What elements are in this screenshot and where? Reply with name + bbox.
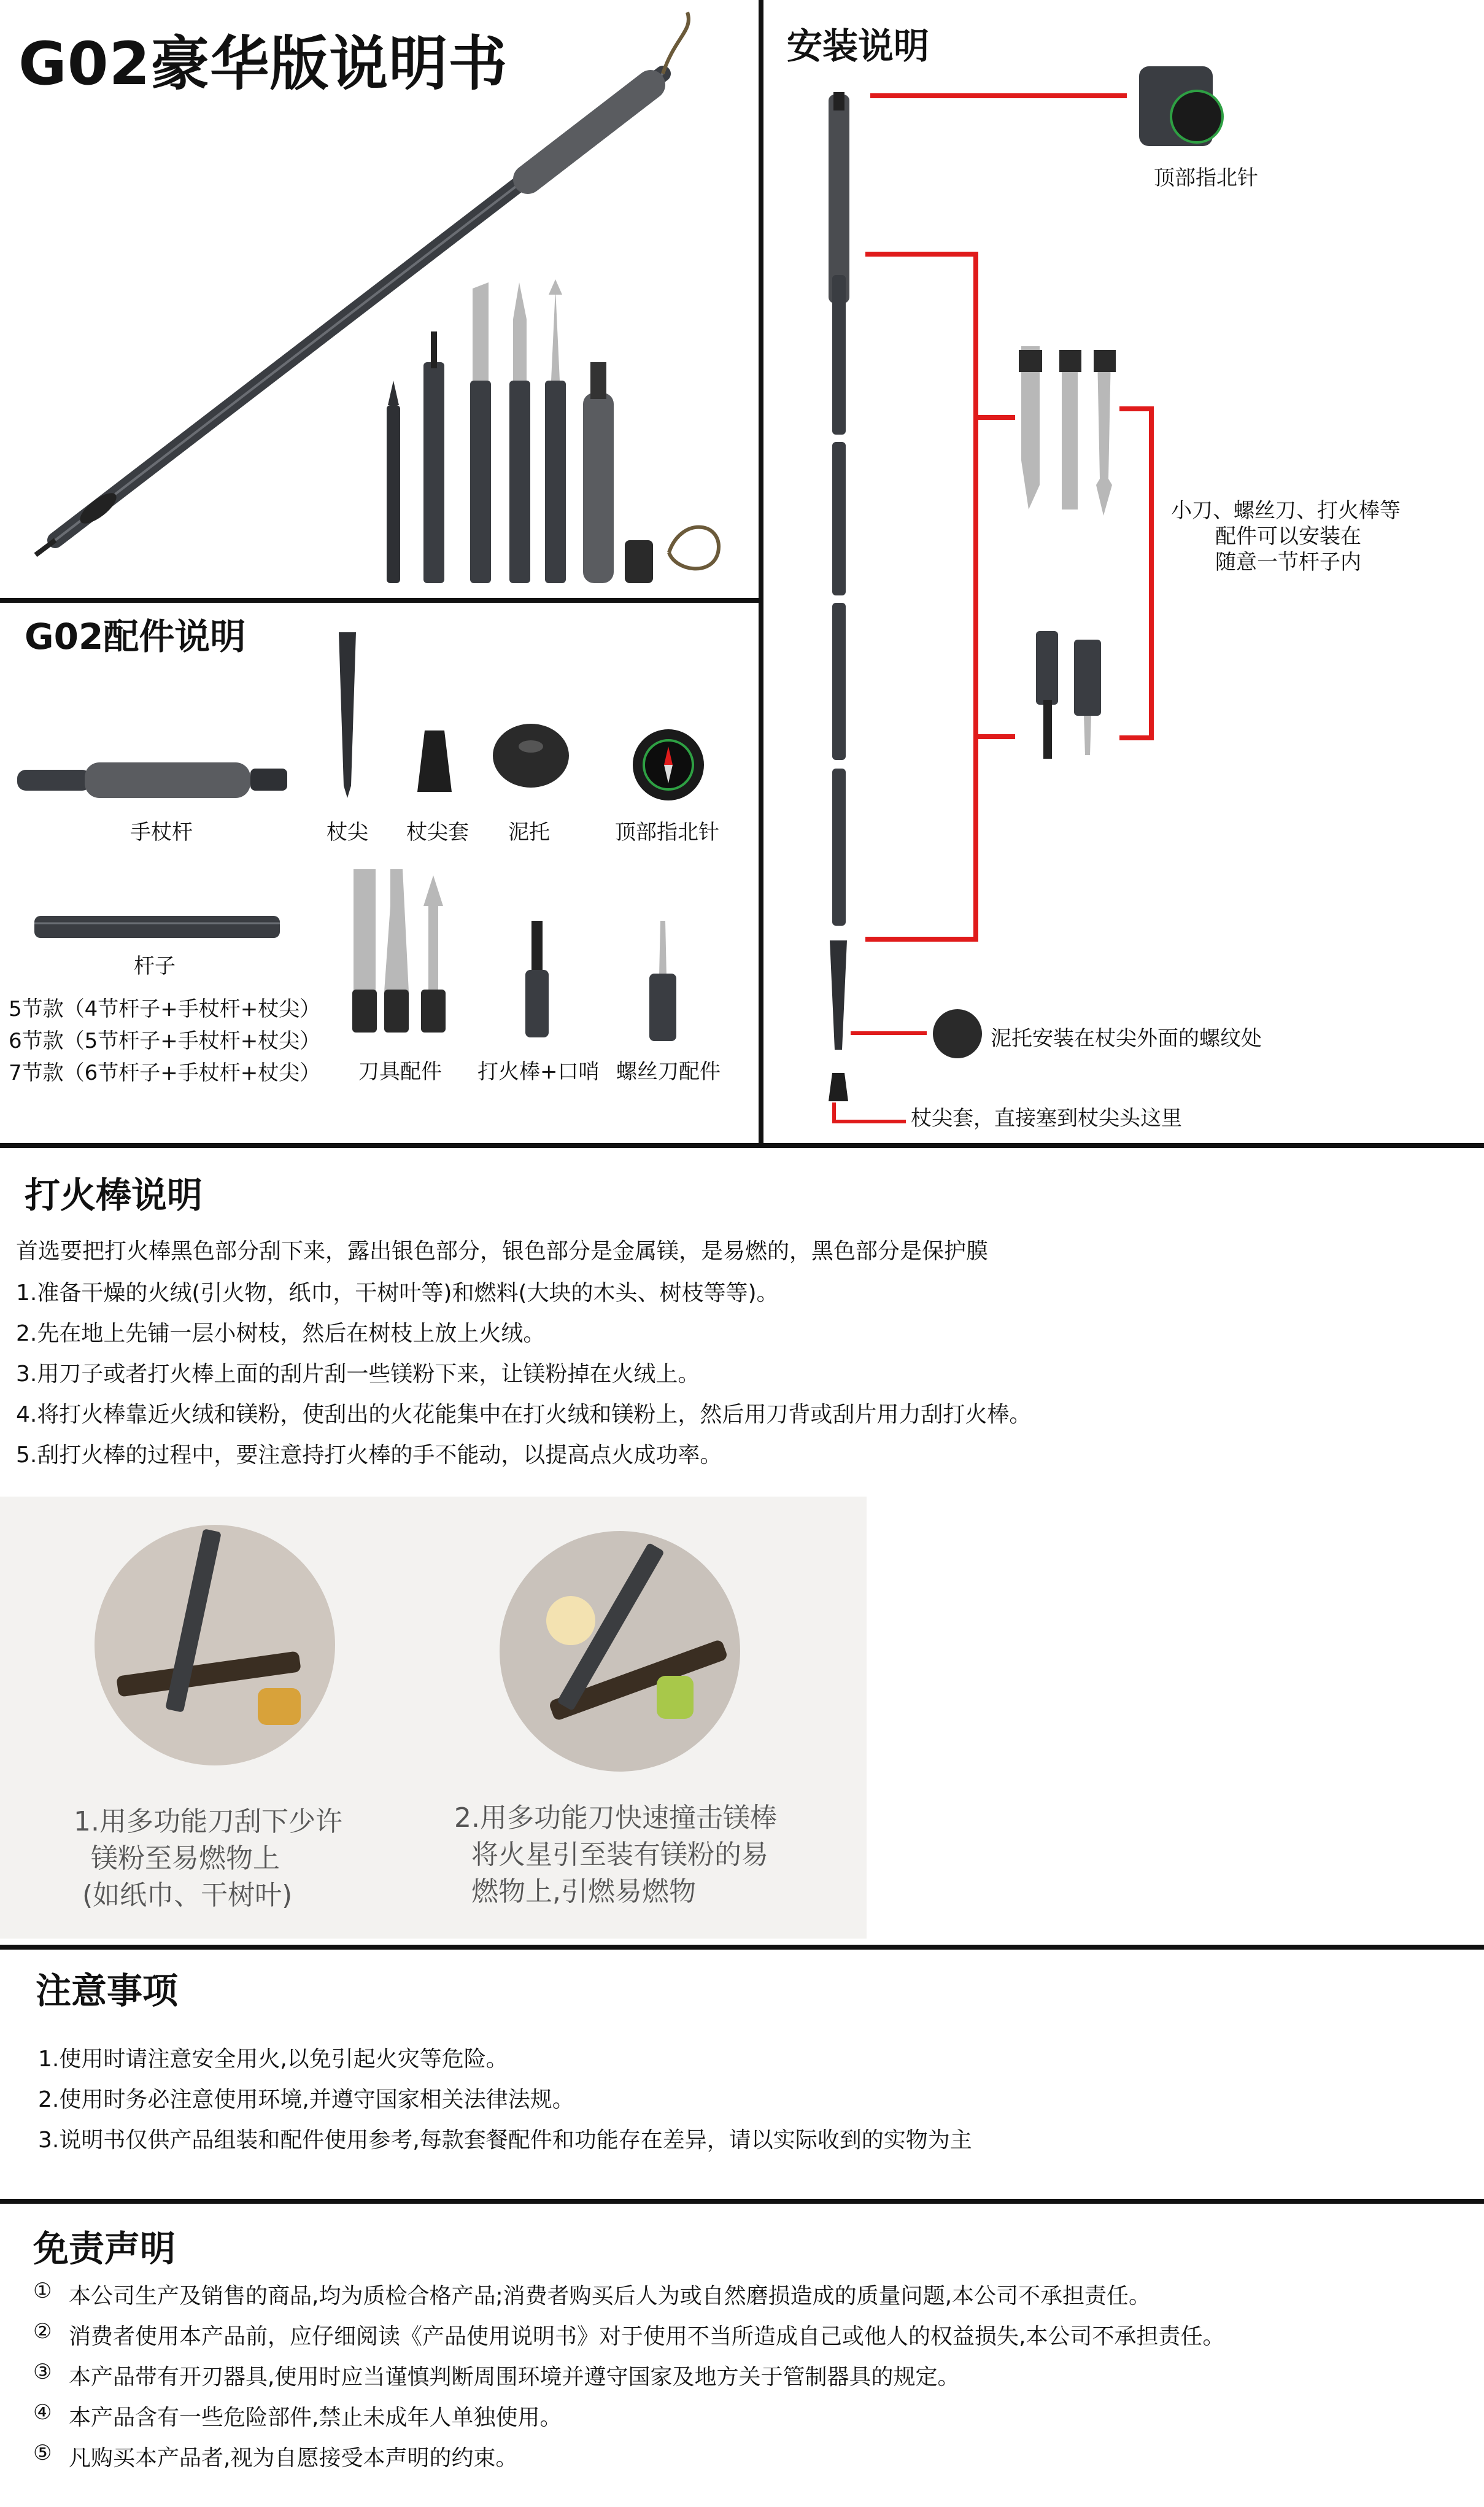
variant-7: 7节款（6节杆子+手杖杆+杖尖） xyxy=(9,1061,321,1085)
accessories-title: G02配件说明 xyxy=(25,616,246,657)
accessory-handle-image xyxy=(17,755,287,804)
connector-cover xyxy=(832,1120,906,1123)
accessory-compass-image xyxy=(628,728,708,802)
notes-line: 3.说明书仅供产品组装和配件使用参考,每款套餐配件和功能存在差异，请以实际收到的实物为主 xyxy=(38,2128,972,2153)
accessory-tip-label: 杖尖 xyxy=(327,820,368,845)
disclaimer-marker: ⑤ xyxy=(33,2441,52,2465)
install-title: 安装说明 xyxy=(787,25,930,67)
disclaimer-marker: ① xyxy=(33,2279,52,2303)
accessory-fire-whistle-label: 打火棒+口哨 xyxy=(477,1060,600,1084)
disclaimer-line: 本产品含有一些危险部件,禁止未成年人单独使用。 xyxy=(69,2405,562,2430)
fire-starter-line: 首选要把打火棒黑色部分刮下来，露出银色部分，银色部分是金属镁，是易燃的，黑色部分是保护膜 xyxy=(16,1239,989,1264)
fire-starter-line: 4.将打火棒靠近火绒和镁粉，使刮出的火花能集中在打火绒和镁粉上，然后用刀背或刮片用力刮打火棒。 xyxy=(16,1402,1032,1427)
install-cover-note: 杖尖套，直接塞到杖尖头这里 xyxy=(911,1106,1182,1131)
fire-starter-title: 打火棒说明 xyxy=(25,1174,203,1216)
install-tools-note-1: 小刀、螺丝刀、打火棒等 xyxy=(1171,498,1401,523)
accessory-screwdriver-label: 螺丝刀配件 xyxy=(616,1060,721,1084)
disclaimer-line: 本产品带有开刃器具,使用时应当谨慎判断周围环境并遵守国家及地方关于管制器具的规定。 xyxy=(69,2365,960,2390)
notes-title: 注意事项 xyxy=(36,1970,179,2012)
disclaimer-title: 免责声明 xyxy=(33,2228,176,2269)
connector-bracket-bottom xyxy=(865,937,978,942)
fire-photo-2 xyxy=(497,1529,743,1774)
product-illustration xyxy=(0,0,759,598)
notes-line: 1.使用时请注意安全用火,以免引起火灾等危险。 xyxy=(38,2047,508,2072)
install-mud-note: 泥托安装在杖尖外面的螺纹处 xyxy=(991,1026,1262,1051)
accessory-pole-image xyxy=(34,915,280,939)
fire-photo-2-caption: 2.用多功能刀快速撞击镁棒 将火星引至装有镁粉的易 燃物上,引燃易燃物 xyxy=(454,1802,777,1907)
accessory-mud-basket-image xyxy=(491,722,571,789)
install-tools-note-2: 配件可以安装在 xyxy=(1215,524,1361,549)
connector-tools-bracket-bottom xyxy=(1119,735,1154,740)
connector-bracket-top xyxy=(865,252,978,257)
install-compass-label: 顶部指北针 xyxy=(1154,166,1258,190)
frame-divider-3 xyxy=(0,2199,1484,2204)
accessory-knife-parts-label: 刀具配件 xyxy=(358,1060,442,1084)
frame-divider-top-left xyxy=(0,598,761,603)
accessory-fire-whistle-image xyxy=(522,921,552,1044)
variant-6: 6节款（5节杆子+手杖杆+杖尖） xyxy=(9,1029,321,1053)
fire-starter-line: 1.准备干燥的火绒(引火物，纸巾，干树叶等)和燃料(大块的木头、树枝等等)。 xyxy=(16,1281,779,1306)
connector-compass xyxy=(870,93,1127,98)
install-diagram xyxy=(798,80,1473,1136)
accessory-handle-label: 手杖杆 xyxy=(130,820,193,845)
disclaimer-marker: ② xyxy=(33,2319,52,2344)
fire-starter-line: 2.先在地上先铺一层小树枝，然后在树枝上放上火绒。 xyxy=(16,1321,546,1346)
connector-mud xyxy=(851,1031,927,1035)
connector-tools-bracket-vertical xyxy=(1149,406,1154,740)
disclaimer-marker: ③ xyxy=(33,2360,52,2384)
accessory-pole-label: 杆子 xyxy=(134,954,176,978)
connector-to-tools-bottom xyxy=(973,734,1015,739)
disclaimer-marker: ④ xyxy=(33,2400,52,2425)
disclaimer-line: 本公司生产及销售的商品,均为质检合格产品;消费者购买后人为或自然磨损造成的质量问题,本公司不承担责任。 xyxy=(69,2284,1151,2309)
assembled-handle-grip xyxy=(528,85,651,179)
accessory-screwdriver-image xyxy=(644,921,681,1044)
fire-starter-line: 5.刮打火棒的过程中，要注意持打火棒的手不能动，以提高点火成功率。 xyxy=(16,1443,722,1468)
fire-photo-1-caption: 1.用多功能刀刮下少许 镁粉至易燃物上 (如纸巾、干树叶) xyxy=(74,1806,342,1911)
frame-divider-vertical xyxy=(759,0,763,1145)
variant-5: 5节款（4节杆子+手杖杆+杖尖） xyxy=(9,997,321,1021)
frame-divider-1 xyxy=(0,1143,1484,1148)
disassembled-parts xyxy=(387,279,719,583)
accessory-mud-basket-label: 泥托 xyxy=(508,820,550,845)
accessory-tip-cover-label: 杖尖套 xyxy=(406,820,469,845)
accessory-tip-image xyxy=(336,632,358,798)
accessory-knife-parts-image xyxy=(347,869,464,1041)
connector-to-tools-top xyxy=(973,415,1015,420)
page-title: G02豪华版说明书 xyxy=(18,29,508,98)
disclaimer-line: 消费者使用本产品前，应仔细阅读《产品使用说明书》对于使用不当所造成自己或他人的权益损失,本公司不承担责任。 xyxy=(69,2324,1225,2349)
accessory-compass-label: 顶部指北针 xyxy=(615,820,719,845)
connector-bracket-vertical xyxy=(973,252,978,942)
install-tools-note-3: 随意一节杆子内 xyxy=(1215,550,1361,575)
disclaimer-line: 凡购买本产品者,视为自愿接受本声明的约束。 xyxy=(69,2446,518,2471)
frame-divider-2 xyxy=(0,1945,1484,1950)
notes-line: 2.使用时务必注意使用环境,并遵守国家相关法律法规。 xyxy=(38,2087,574,2112)
fire-starter-line: 3.用刀子或者打火棒上面的刮片刮一些镁粉下来，让镁粉掉在火绒上。 xyxy=(16,1362,700,1387)
fire-photo-1 xyxy=(92,1522,338,1768)
accessory-tip-cover-image xyxy=(417,730,452,792)
